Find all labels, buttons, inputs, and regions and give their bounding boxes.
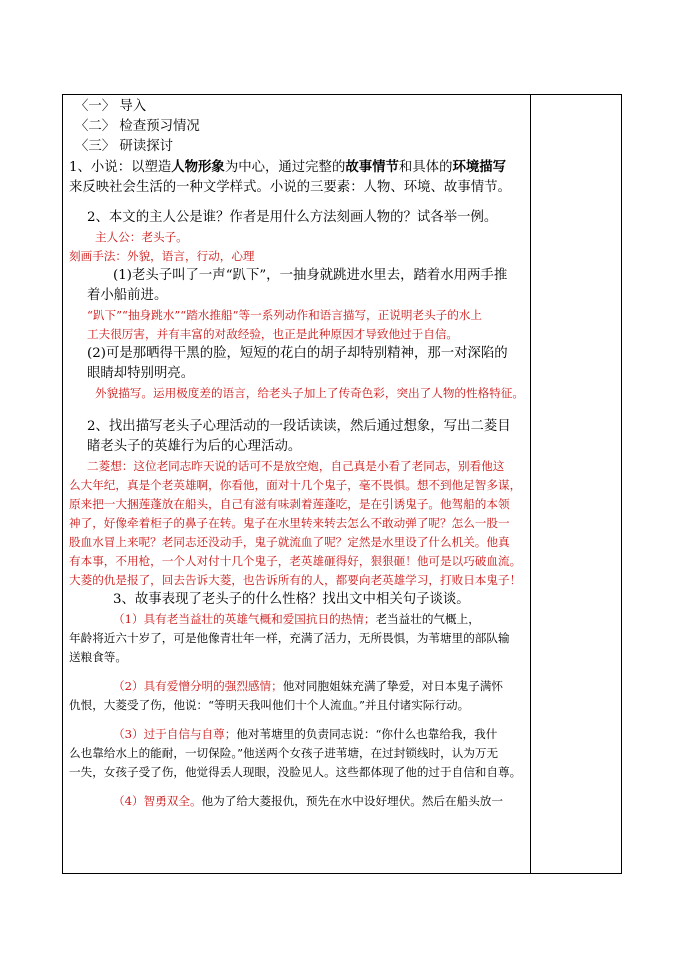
example-1-note-line2: 工夫很厉害，并有丰富的对敌经验，也正是此种原因才导致他过于自信。 [87, 327, 459, 341]
example-2-note: 外貌描写。运用极度差的语言，给老头子加上了传奇色彩，突出了人物的性格特征。 [95, 386, 524, 400]
column-divider [530, 95, 531, 873]
answer-methods: 刻画手法：外貌，语言，行动，心理 [69, 249, 255, 263]
trait-1-line1: （1）具有老当益壮的英雄气概和爱国抗日的热情；老当益壮的气概上， [113, 612, 480, 626]
answer-protagonist: 主人公：老头子。 [95, 230, 188, 244]
question-psychology-line2: 睹老头子的英雄行为后的心理活动。 [87, 439, 302, 454]
answer-psychology-line: 原来把一大捆莲蓬放在船头，自己有滋有味剥着莲蓬吃，是在引诱鬼子。他驾船的本领 [69, 497, 510, 511]
answer-psychology-line: 有本事，不用枪，一个人对付十几个鬼子，老英雄砸得好，狠狠砸！他可是以巧破血流。 [69, 554, 522, 568]
novel-definition-line2: 来反映社会生活的一种文学样式。小说的三要素：人物、环境、故事情节。 [69, 180, 511, 195]
answer-psychology-line: 股血水冒上来呢？老同志还没动手，鬼子就流血了呢？定然是水里设了什么机关。他真 [69, 535, 510, 549]
example-1-note-line1: “趴下”“抽身跳水”“踏水推船”等一系列动作和语言描写，正说明老头子的水上 [87, 308, 482, 322]
answer-psychology-line: 么大年纪，真是个老英雄啊，你看他，面对十几个鬼子，毫不畏惧。想不到他足智多谋， [69, 478, 522, 492]
question-protagonist: 2、本文的主人公是谁？作者是用什么方法刻画人物的？试各举一例。 [87, 210, 498, 225]
trait-4-line1: （4）智勇双全。他为了给大菱报仇，预先在水中设好埋伏。然后在船头放一 [113, 794, 503, 808]
heading-discuss: 〈三〉 研读探讨 [75, 139, 173, 154]
trait-2-line1: （2）具有爱憎分明的强烈感情；他对同胞姐妹充满了挚爱，对日本鬼子满怀 [113, 679, 503, 693]
trait-1-line3: 送粮食等。 [69, 650, 127, 664]
answer-psychology-line: 神了，好像牵着柜子的鼻子在转。鬼子在水里转来转去怎么不敢动弹了呢？怎么一股一 [69, 516, 510, 530]
trait-3-line2: 么也靠给水上的能耐，一切保险。”他送两个女孩子进苇塘，在过封锁线时，认为万无 [69, 746, 499, 760]
lesson-content [69, 97, 527, 811]
question-psychology-line1: 2、找出描写老头子心理活动的一段话读读，然后通过想象，写出二菱目 [87, 419, 511, 434]
lesson-table [62, 94, 622, 874]
trait-1-line2: 年龄将近六十岁了，可是他像青壮年一样，充满了活力，无所畏惧，为苇塘里的部队输 [69, 631, 510, 645]
example-1-line1: (1)老头子叫了一声“趴下”，一抽身就跳进水里去，踏着水用两手推 [113, 268, 508, 283]
heading-intro: 〈一〉 导入 [75, 99, 147, 114]
trait-2-line2: 仇恨，大菱受了伤，他说：“等明天我叫他们十个人流血。”并且付诸实际行动。 [69, 698, 470, 712]
example-2-line2: 眼睛却特别明亮。 [87, 366, 195, 381]
answer-psychology-line: 二菱想：这位老同志昨天说的话可不是放空炮，自己真是小看了老同志，别看他这 [87, 459, 505, 473]
answer-psychology-line: 大菱的仇是报了，回去告诉大菱，也告诉所有的人，都要向老英雄学习，打败日本鬼子！ [69, 573, 522, 587]
trait-3-line3: 一失，女孩子受了伤，他觉得丢人现眼，没脸见人。这些都体现了他的过于自信和自尊。 [69, 765, 522, 779]
heading-preview: 〈二〉 检查预习情况 [75, 119, 200, 134]
example-2-line1: (2)可是那晒得干黑的脸，短短的花白的胡子却特别精神，那一对深陷的 [87, 346, 508, 361]
novel-definition-line1: 1、小说：以塑造人物形象为中心，通过完整的故事情节和具体的环境描写 [69, 159, 507, 175]
trait-3-line1: （3）过于自信与自尊；他对苇塘里的负责同志说：“你什么也靠给我，我什 [113, 727, 498, 741]
question-character: 3、故事表现了老头子的什么性格？找出文中相关句子谈谈。 [113, 592, 470, 607]
example-1-line2: 着小船前进。 [87, 288, 168, 303]
